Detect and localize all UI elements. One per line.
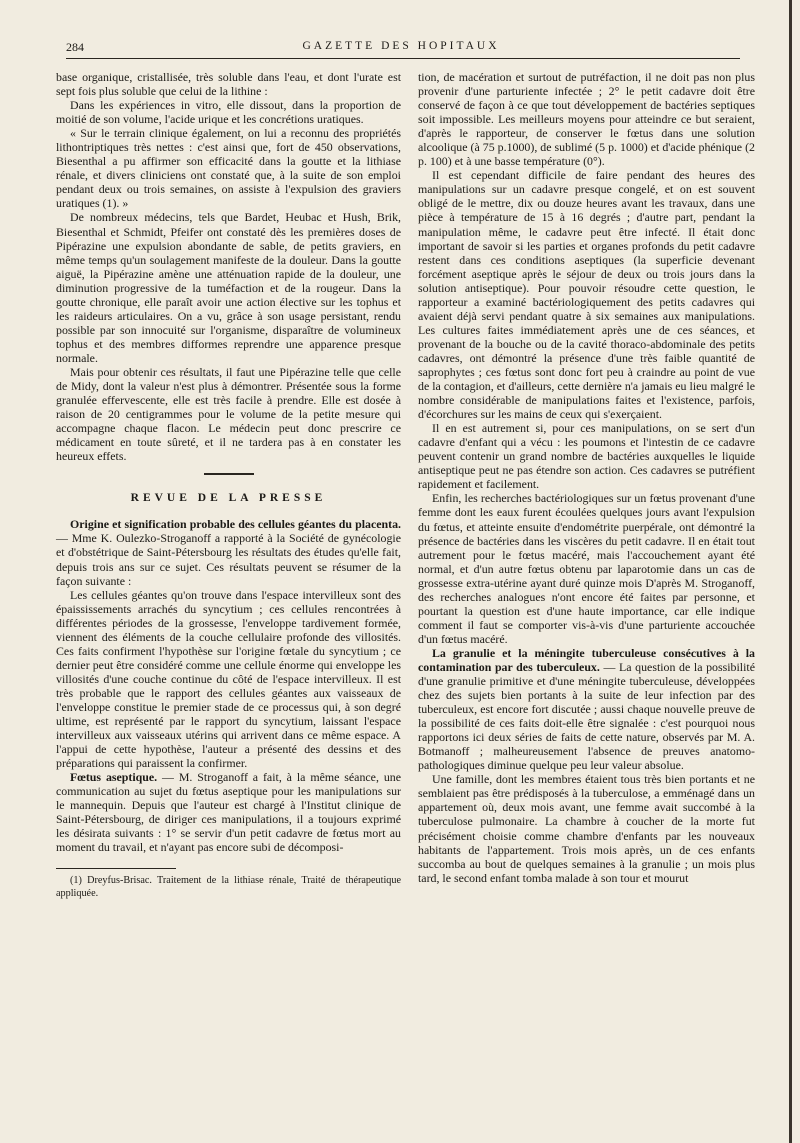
article-title: Fœtus aseptique. bbox=[70, 770, 158, 785]
article-title: Origine et signification probable des cellules géantes du placenta. bbox=[70, 517, 401, 532]
section-separator bbox=[204, 473, 254, 475]
header-rule bbox=[66, 58, 740, 59]
article-body: — M. Stroganoff a fait, à la même séance, une communication au sujet du fœtus aseptique pour les manipulations sur le mannequin. Depuis que l'auteur est chargé à l'Institut clinique de Saint-Pétersbourg, de diriger ces manipulations, il a toujours exprimé les désirata suivants : 1° se servir d'un petit cadavre de fœtus mort au moment du travail, et n'ayant pas encore subi de décomposi- bbox=[56, 770, 401, 855]
right-column bbox=[418, 70, 755, 885]
journal-title: GAZETTE DES HOPITAUX bbox=[302, 40, 500, 52]
quote-paragraph: « Sur le terrain clinique également, on lui a reconnu des propriétés lithontriptiques très nettes : c'est ainsi que, fort de 450 observations, Biesenthal a pu affirmer son efficacité dans la goutte et la lithiase rénale, et divers cliniciens ont constaté que, à la suite de son emploi pendant deux ou trois semaines, on assiste à l'expulsion des graviers uratiques (1). » bbox=[56, 126, 401, 211]
paragraph: Enfin, les recherches bactériologiques sur un fœtus provenant d'une femme dont les eaux furent écoulées quelques jours avant l'expulsion du fœtus, et atteinte ensuite d'endométrite puerpérale, ont démontré la présence de bactéries dans les viscères du petit cadavre. Il en était tout autrement pour le fœtus macéré, mais l'accouchement ayant été normal, et d'un autre fœtus obtenu par laparotomie dans un cas de grossesse extra-utérine ayant duré quinze mois D'après M. Stroganoff, des recherches analogues n'ont encore été faites par personne, et pourtant la question est d'une haute importance, car elle indique comment il faut se comporter vis-à-vis d'une parturiente accouchée d'un fœtus macéré. bbox=[418, 491, 755, 646]
paragraph: Mais pour obtenir ces résultats, il faut une Pipérazine telle que celle de Midy, dont la valeur n'est plus à démontrer. Présentée sous la forme granulée effervescente, elle est très facile à prendre. Elle est dosée à raison de 20 centigrammes pour le volume de la petite mesure qui accompagne chaque flacon. Le médecin peut donc prescrire ce médicament en toute sûreté, et il ne tardera pas à en constater les heureux effets. bbox=[56, 364, 401, 464]
paragraph: Dans les expériences in vitro, elle dissout, dans la proportion de moitié de son volume, l'acide urique et les concrétions uratiques. bbox=[56, 98, 401, 127]
article-paragraph bbox=[418, 646, 755, 772]
paragraph: base organique, cristallisée, très soluble dans l'eau, et dont l'urate est sept fois plus soluble que celui de la lithine : bbox=[56, 70, 401, 99]
page-number: 284 bbox=[66, 40, 84, 54]
paragraph: Les cellules géantes qu'on trouve dans l'espace intervilleux sont des épaississements arrachés du syncytium ; ces cellules rencontrées à différentes périodes de la grossesse, l'enveloppe tardivement formée, viennent des éléments de la couche cellulaire profonde des villosités. Ces faits confirment l'hypothèse sur l'origine fœtale du syncytium ; ce dernier peut être considéré comme une cellule énorme qui enveloppe les villosités d'une couche continue du côté de l'espace intervilleux. Il est très probable que le rapport des cellules géantes aux vaisseaux de l'enveloppe constitue le premier stade de ce processus qui, à son degré ultime, est représenté par le rapport du syncytium, laissant l'espace intervilleux aux vaisseaux utérins qui arrivent dans ce même espace. A l'appui de cette hypothèse, l'auteur a présenté des dessins et des préparations qui paraissent la confirmer. bbox=[56, 587, 401, 771]
article-paragraph bbox=[56, 517, 401, 587]
footnote: (1) Dreyfus-Brisac. Traitement de la lithiase rénale, Traité de thérapeutique appliquée. bbox=[56, 875, 401, 899]
paragraph: De nombreux médecins, tels que Bardet, Heubac et Hush, Brik, Biesenthal et Schmidt, Pfeifer ont constaté dès les premières doses de Pipérazine une expulsion abondante de sable, de petits graviers, en même temps qu'un soulagement manifeste de la douleur. Dans la goutte aiguë, la Pipérazine amène une atténuation rapide de la douleur, une diminution progressive de la tuméfaction et de la rougeur. Dans la goutte chronique, elle paraît avoir une action élective sur les tophus et les raideurs articulaires. On a vu, grâce à son usage persistant, rendu possible par son innocuité sur l'organisme, disparaître de volumineux tophus et des membres difformes reprendre une apparence presque normale. bbox=[56, 210, 401, 365]
paragraph: Il en est autrement si, pour ces manipulations, on se sert d'un cadavre d'enfant qui a vécu : les poumons et l'intestin de ce cadavre peuvent contenir un grand nombre de bactéries auxquelles le liquide antiseptique peut ne pas étendre son action. Ces cadavres se putréfient rapidement et facilement. bbox=[418, 421, 755, 492]
page-header bbox=[66, 40, 736, 58]
section-title: REVUE DE LA PRESSE bbox=[130, 492, 327, 505]
paragraph: Il est cependant difficile de faire pendant des heures des manipulations sur un cadavre presque congelé, et on est souvent obligé de le mettre, dix ou douze heures avant les travaux, dans une pièce à température de 15 à 16 degrés ; d'autre part, pendant la manipulation même, le cadavre peut être infecté. Il était donc important de savoir si les parties et organes profonds du petit cadavre restent dans ces conditions aseptiques (la superficie devenant forcément aseptique après le séjour de deux ou trois jours dans la solution antiseptique). Pour pouvoir résoudre cette question, le rapporteur a examiné bactériologiquement des petits cadavres qui avaient déjà servi pendant quatre à six semaines aux manipulations. Les cultures faites immédiatement après une de ces séances, et provenant de la bouche ou de la cavité thoraco-abdominale des petits cadavres, ont démontré la présence d'une très faible quantité de saprophytes ; ces fœtus sont donc fort peu à craindre au point de vue de la contagion, et d'ailleurs, cette dernière n'a jamais eu lieu malgré le nombre considérable de manipulations faites et l'existence, parfois, d'écorchures sur les mains de ceux qui s'exerçaient. bbox=[418, 168, 755, 422]
article-paragraph bbox=[56, 770, 401, 854]
article-title: La granulie et la méningite tuberculeuse consécutives à la contamination par des tuberculeux. bbox=[418, 645, 755, 674]
article-body: — La question de la possibilité d'une granulie primitive et d'une méningite tuberculeuse, développées chez des sujets bien portants à la suite de leur infection par des tuberculeux, est encore fort discutée ; aussi chaque nouvelle preuve de la possibilité de ces faits doit-elle être signalée : c'est pourquoi nous rapportons ici deux séries de faits de cette nature, observés par M. A. Botmanoff ; malheureusement l'absence de preuves anatomo-pathologiques diminue quelque peu leur valeur absolue. bbox=[418, 659, 755, 773]
page-edge-line bbox=[789, 0, 792, 1143]
left-column bbox=[56, 70, 401, 900]
paragraph: tion, de macération et surtout de putréfaction, il ne doit pas non plus provenir d'une parturiente infectée ; 2° le petit cadavre doit être conservé de façon à ce que tout développement de bactéries septiques soit impossible. Les meilleurs moyens pour atteindre ce but seraient, d'après le rapporteur, de conserver le fœtus dans une solution alcoolique (à 75 p.1000), de sublimé (5 p. 1000) et d'acide phénique (2 p. 100) et à une basse température (0°). bbox=[418, 70, 755, 169]
paragraph: Une famille, dont les membres étaient tous très bien portants et ne semblaient pas être prédisposés à la tuberculose, a emménagé dans un appartement où, deux mois avant, une femme avait succombé à la tuberculose pulmonaire. La chambre à coucher de la morte fut précisément choisie comme chambre d'enfants par les nouveaux habitants de l'appartement. Trois mois après, un de ces enfants succomba au bout de quelques semaines à la granulie ; un mois plus tard, le second enfant tomba malade à son tour et mourut bbox=[418, 772, 755, 885]
article-body: — Mme K. Oulezko-Stroganoff a rapporté à la Société de gynécologie et d'obstétrique de Saint-Pétersbourg les résultats des études qu'elle fait, depuis trois ans sur ce sujet. Ces résultats peuvent se résumer de la façon suivante : bbox=[56, 531, 401, 588]
footnote-rule bbox=[56, 868, 176, 869]
